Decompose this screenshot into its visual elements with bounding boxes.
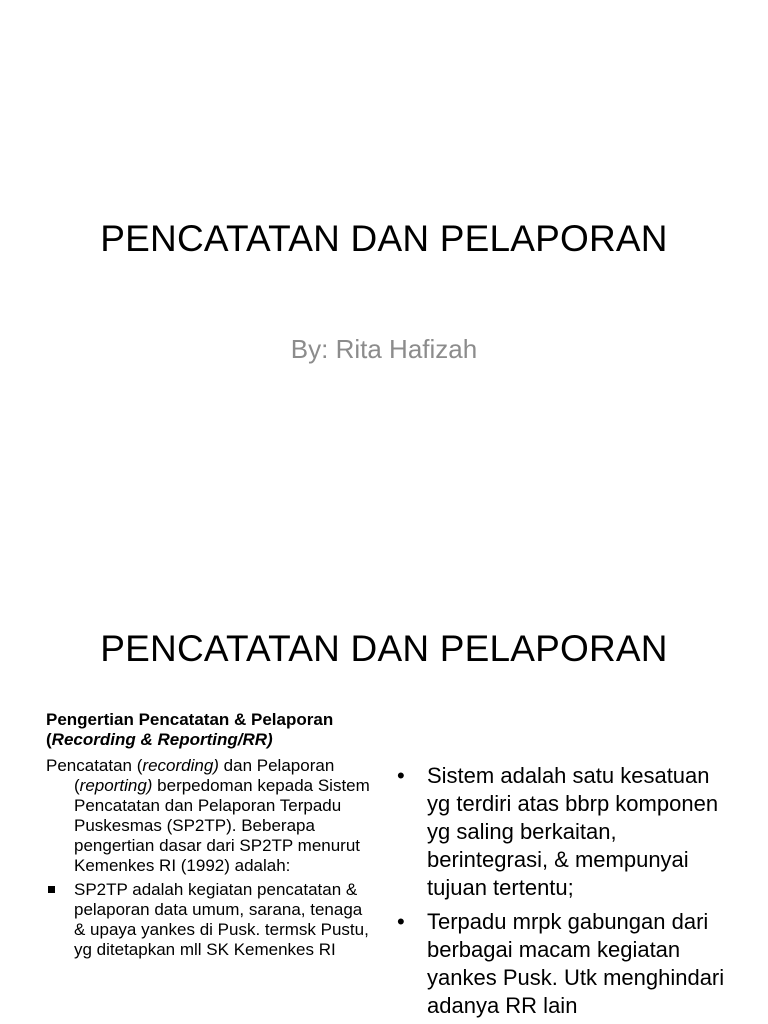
para-text-2: dan Pelaporan ( (74, 756, 335, 795)
list-item (46, 880, 376, 960)
right-column (395, 762, 735, 1024)
list-item-text: Terpadu mrpk gabungan dari berbagai macam kegiatan yankes Pusk. Utk menghindari adanya RR lain (427, 909, 725, 1018)
para-italic-2: reporting) (79, 776, 153, 795)
section-heading (46, 710, 376, 750)
heading-line1: Pengertian Pencatatan & Pelaporan (46, 710, 334, 729)
left-bullet-list (46, 880, 376, 960)
heading-paren: ( (46, 730, 52, 749)
slide-title: PENCATATAN DAN PELAPORAN (100, 628, 668, 669)
para-text-1: Pencatatan ( (46, 756, 143, 775)
square-bullet-icon (48, 886, 55, 893)
dot-bullet-icon: • (397, 909, 405, 934)
list-item-text: Sistem adalah satu kesatuan yg terdiri atas bbrp komponen yg saling berkaitan, berintegrasi, & mempunyai tujuan tertentu; (427, 763, 719, 900)
list-item (395, 762, 735, 902)
content-slide (0, 576, 768, 1024)
para-italic-1: recording) (142, 756, 219, 775)
list-item (395, 908, 735, 1020)
right-bullet-list (395, 762, 735, 1020)
list-item-text: SP2TP adalah kegiatan pencatatan & pelaporan data umum, sarana, tenaga & upaya yankes di Pusk. termsk Pustu, yg ditetapkan mll SK Kemenkes RI (74, 880, 369, 959)
left-column (46, 710, 376, 960)
dot-bullet-icon: • (397, 763, 405, 788)
slide-title: PENCATATAN DAN PELAPORAN (100, 218, 668, 259)
para-text-3: berpedoman kepada Sistem Pencatatan dan Pelaporan Terpadu Puskesmas (SP2TP). Beberapa pengertian dasar dari SP2TP menurut Kemenkes RI (1992) adalah: (74, 776, 370, 875)
definition-paragraph (46, 756, 376, 876)
slide-subtitle: By: Rita Hafizah (290, 334, 478, 364)
heading-italic: Recording & Reporting/RR) (51, 730, 273, 749)
